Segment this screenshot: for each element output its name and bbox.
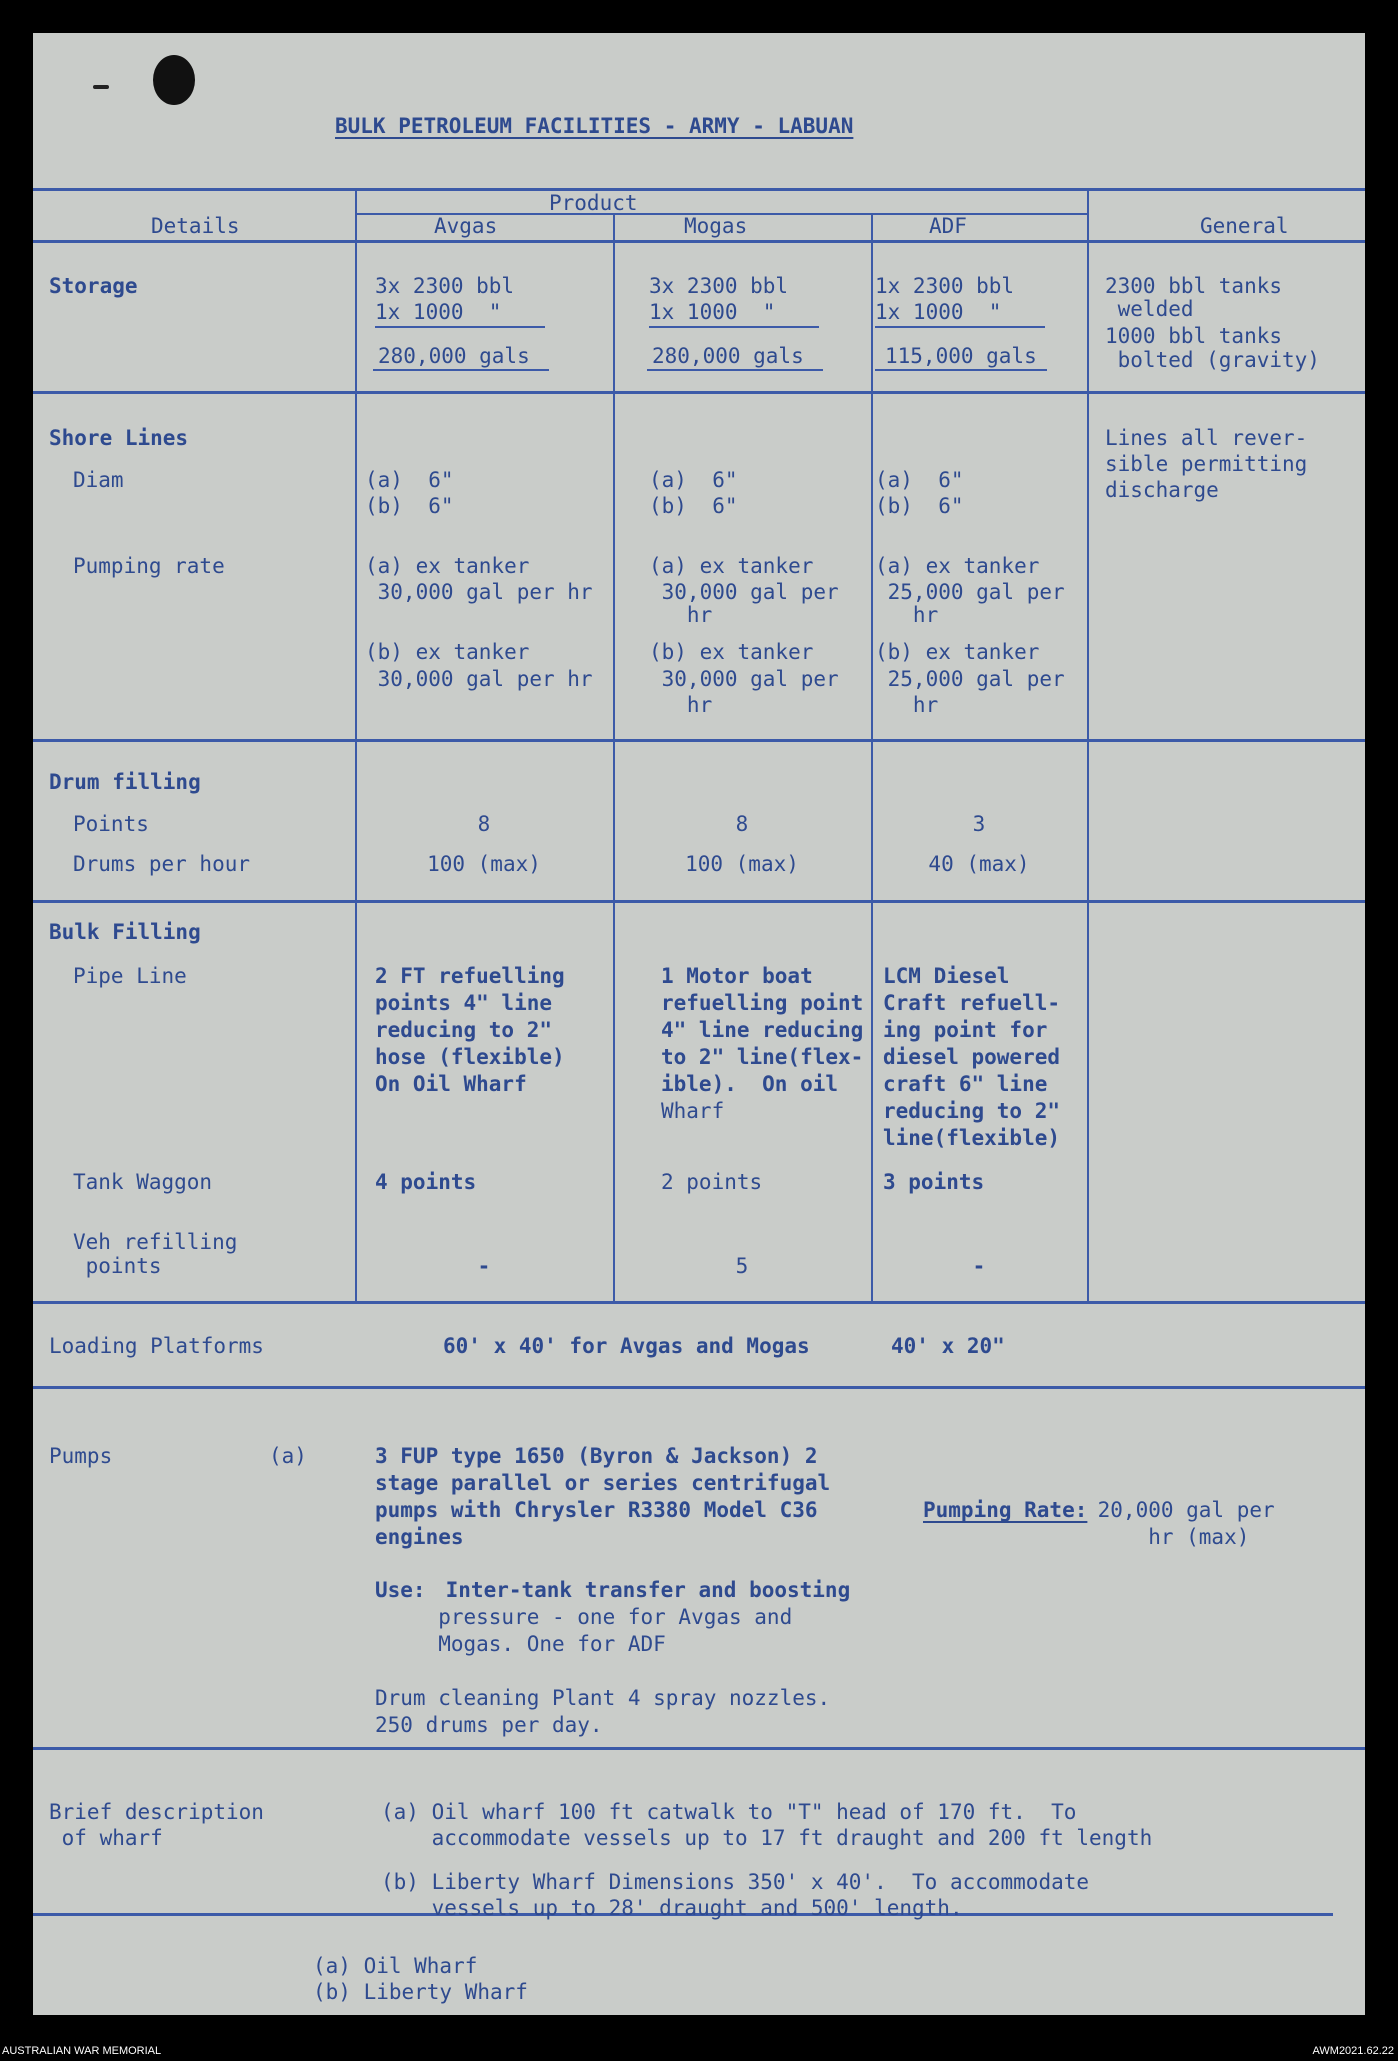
- drum-cleaning-2: 250 drums per day.: [375, 1713, 603, 1737]
- diam-adf-a: (a) 6": [875, 468, 964, 492]
- shore-general-3: discharge: [1105, 478, 1219, 502]
- pumps-desc-2: stage parallel or series centrifugal: [375, 1471, 831, 1495]
- pumping-rate-label: Pumping rate: [73, 554, 225, 578]
- pipe-avgas-2: points 4" line: [375, 991, 553, 1015]
- rule-bulk: [33, 1301, 1365, 1304]
- rule-drum: [33, 900, 1365, 903]
- paper-sheet: [33, 33, 1365, 2015]
- storage-avgas-total-underline: [373, 369, 549, 371]
- rule-top: [33, 188, 1365, 191]
- pipe-mogas-6: Wharf: [661, 1099, 725, 1123]
- pumping-rate-heading: Pumping Rate:: [923, 1498, 1088, 1522]
- use-label: Use:: [375, 1578, 426, 1602]
- pipe-adf-1: LCM Diesel: [883, 964, 1010, 988]
- pipe-avgas-3: reducing to 2": [375, 1018, 553, 1042]
- header-general: General: [1200, 214, 1289, 238]
- pumps-desc-3: pumps with Chrysler R3380 Model C36: [375, 1498, 818, 1522]
- storage-avgas-underline: [375, 326, 545, 328]
- storage-general-1: 2300 bbl tanks: [1105, 274, 1283, 298]
- pumping-adf-1: (a) ex tanker: [875, 554, 1040, 578]
- wharf-b-2: vessels up to 28' draught and 500' length.: [381, 1896, 963, 1920]
- pumping-mogas-2: 30,000 gal per: [649, 580, 839, 604]
- storage-mogas-1: 3x 2300 bbl: [649, 274, 789, 298]
- wharf-a-1: (a) Oil wharf 100 ft catwalk to "T" head of 170 ft. To: [381, 1800, 1077, 1824]
- pipe-avgas-1: 2 FT refuelling: [375, 964, 565, 988]
- pumping-mogas-4: (b) ex tanker: [649, 640, 814, 664]
- veh-avgas: -: [477, 1254, 491, 1278]
- rule-shore: [33, 739, 1365, 742]
- wharf-a-2: accommodate vessels up to 17 ft draught and 200 ft length: [381, 1826, 1153, 1850]
- storage-adf-total: 115,000 gals: [885, 344, 1037, 368]
- storage-mogas-2: 1x 1000 ": [649, 300, 776, 324]
- loading-platforms-label: Loading Platforms: [49, 1334, 264, 1358]
- wharf-label-2: of wharf: [49, 1826, 163, 1850]
- storage-general-3: 1000 bbl tanks: [1105, 324, 1283, 348]
- drum-points-avgas: 8: [477, 812, 491, 836]
- pumping-mogas-5: 30,000 gal per: [649, 667, 839, 691]
- drums-per-hour-label: Drums per hour: [73, 852, 251, 876]
- bulk-filling-label: Bulk Filling: [49, 920, 201, 944]
- footnote-a: (a) Oil Wharf: [313, 1954, 478, 1978]
- storage-adf-1: 1x 2300 bbl: [875, 274, 1015, 298]
- pipe-adf-2: Craft refuell-: [883, 991, 1061, 1015]
- pipe-adf-5: craft 6" line: [883, 1072, 1048, 1096]
- pumping-adf-4: (b) ex tanker: [875, 640, 1040, 664]
- footer-credit: AUSTRALIAN WAR MEMORIAL: [2, 2045, 162, 2057]
- storage-avgas-2: 1x 1000 ": [375, 300, 502, 324]
- tank-waggon-label: Tank Waggon: [73, 1170, 213, 1194]
- pumping-adf-6: hr: [875, 693, 939, 717]
- diam-adf-b: (b) 6": [875, 494, 964, 518]
- pipe-mogas-4: to 2" line(flex-: [661, 1045, 864, 1069]
- diam-mogas-b: (b) 6": [649, 494, 738, 518]
- loading-adf: 40' x 20": [891, 1334, 1005, 1358]
- header-mogas: Mogas: [684, 214, 748, 238]
- pumping-avgas-2: 30,000 gal per hr: [365, 580, 593, 604]
- pipe-line-label: Pipe Line: [73, 964, 187, 988]
- header-product: Product: [549, 191, 638, 215]
- typed-document: [33, 33, 1365, 2015]
- pipe-adf-3: ing point for: [883, 1018, 1048, 1042]
- tank-avgas: 4 points: [375, 1170, 477, 1194]
- tank-adf: 3 points: [883, 1170, 985, 1194]
- shore-lines-label: Shore Lines: [49, 426, 189, 450]
- drum-cleaning-1: Drum cleaning Plant 4 spray nozzles.: [375, 1686, 831, 1710]
- drum-filling-label: Drum filling: [49, 770, 201, 794]
- header-avgas: Avgas: [434, 214, 498, 238]
- pipe-adf-6: reducing to 2": [883, 1099, 1061, 1123]
- veh-adf: -: [972, 1254, 986, 1278]
- tank-mogas: 2 points: [661, 1170, 763, 1194]
- pumping-avgas-4: 30,000 gal per hr: [365, 667, 593, 691]
- pipe-adf-7: line(flexible): [883, 1126, 1061, 1150]
- diam-avgas-a: (a) 6": [365, 468, 454, 492]
- pipe-mogas-5: ible). On oil: [661, 1072, 839, 1096]
- pumping-rate-2: hr (max): [1085, 1525, 1250, 1549]
- storage-avgas-total: 280,000 gals: [378, 344, 530, 368]
- storage-adf-underline: [875, 326, 1045, 328]
- wharf-b-1: (b) Liberty Wharf Dimensions 350' x 40'. To accommodate: [381, 1870, 1090, 1894]
- storage-mogas-underline: [649, 326, 819, 328]
- diam-avgas-b: (b) 6": [365, 494, 454, 518]
- pumps-desc-1: 3 FUP type 1650 (Byron & Jackson) 2: [375, 1444, 818, 1468]
- col-divider-3: [871, 213, 873, 1301]
- rule-pumps: [33, 1747, 1365, 1750]
- shore-general-1: Lines all rever-: [1105, 426, 1308, 450]
- header-details: Details: [151, 214, 240, 238]
- storage-general-4: bolted (gravity): [1105, 348, 1320, 372]
- pipe-avgas-4: hose (flexible): [375, 1045, 565, 1069]
- veh-refilling-label-2: points: [73, 1254, 162, 1278]
- veh-refilling-label-1: Veh refilling: [73, 1230, 238, 1254]
- drum-points-mogas: 8: [735, 812, 749, 836]
- drums-mogas: 100 (max): [685, 852, 799, 876]
- col-divider-4: [1087, 188, 1089, 1301]
- pipe-mogas-3: 4" line reducing: [661, 1018, 864, 1042]
- pumping-adf-3: hr: [875, 603, 939, 627]
- storage-mogas-total-underline: [647, 369, 823, 371]
- footer-accession: AWM2021.62.22: [1312, 2045, 1394, 2057]
- diam-mogas-a: (a) 6": [649, 468, 738, 492]
- veh-mogas: 5: [735, 1254, 749, 1278]
- use-1: Inter-tank transfer and boosting: [433, 1578, 851, 1602]
- page-title: BULK PETROLEUM FACILITIES - ARMY - LABUAN: [335, 114, 854, 138]
- rule-header: [33, 240, 1365, 243]
- footnote-b: (b) Liberty Wharf: [313, 1980, 528, 2004]
- rule-loading: [33, 1386, 1365, 1389]
- pipe-avgas-5: On Oil Wharf: [375, 1072, 527, 1096]
- pumping-adf-5: 25,000 gal per: [875, 667, 1065, 691]
- wharf-label-1: Brief description: [49, 1800, 264, 1824]
- storage-adf-2: 1x 1000 ": [875, 300, 1002, 324]
- drum-points-label: Points: [73, 812, 149, 836]
- pipe-adf-4: diesel powered: [883, 1045, 1061, 1069]
- pipe-mogas-2: refuelling point: [661, 991, 864, 1015]
- header-adf: ADF: [929, 214, 967, 238]
- rule-storage: [33, 391, 1365, 394]
- pumping-mogas-3: hr: [649, 603, 713, 627]
- drum-points-adf: 3: [972, 812, 986, 836]
- use-3: Mogas. One for ADF: [375, 1632, 666, 1656]
- col-divider-1: [355, 188, 357, 1301]
- col-divider-2: [613, 213, 615, 1301]
- use-2: pressure - one for Avgas and: [375, 1605, 793, 1629]
- storage-general-2: welded: [1105, 297, 1194, 321]
- pumps-label: Pumps: [49, 1444, 113, 1468]
- loading-avgas-mogas: 60' x 40' for Avgas and Mogas: [443, 1334, 810, 1358]
- storage-avgas-1: 3x 2300 bbl: [375, 274, 515, 298]
- pumping-avgas-3: (b) ex tanker: [365, 640, 530, 664]
- storage-mogas-total: 280,000 gals: [652, 344, 804, 368]
- storage-adf-total-underline: [875, 369, 1047, 371]
- shore-general-2: sible permitting: [1105, 452, 1308, 476]
- pipe-mogas-1: 1 Motor boat: [661, 964, 813, 988]
- pumping-adf-2: 25,000 gal per: [875, 580, 1065, 604]
- pumping-avgas-1: (a) ex tanker: [365, 554, 530, 578]
- drums-avgas: 100 (max): [427, 852, 541, 876]
- storage-label: Storage: [49, 274, 138, 298]
- pumping-rate-1: 20,000 gal per: [1085, 1498, 1275, 1522]
- pumping-mogas-1: (a) ex tanker: [649, 554, 814, 578]
- drums-adf: 40 (max): [928, 852, 1030, 876]
- pumps-sub: (a): [269, 1444, 307, 1468]
- diam-label: Diam: [73, 468, 124, 492]
- pumps-desc-4: engines: [375, 1525, 464, 1549]
- pumping-mogas-6: hr: [649, 693, 713, 717]
